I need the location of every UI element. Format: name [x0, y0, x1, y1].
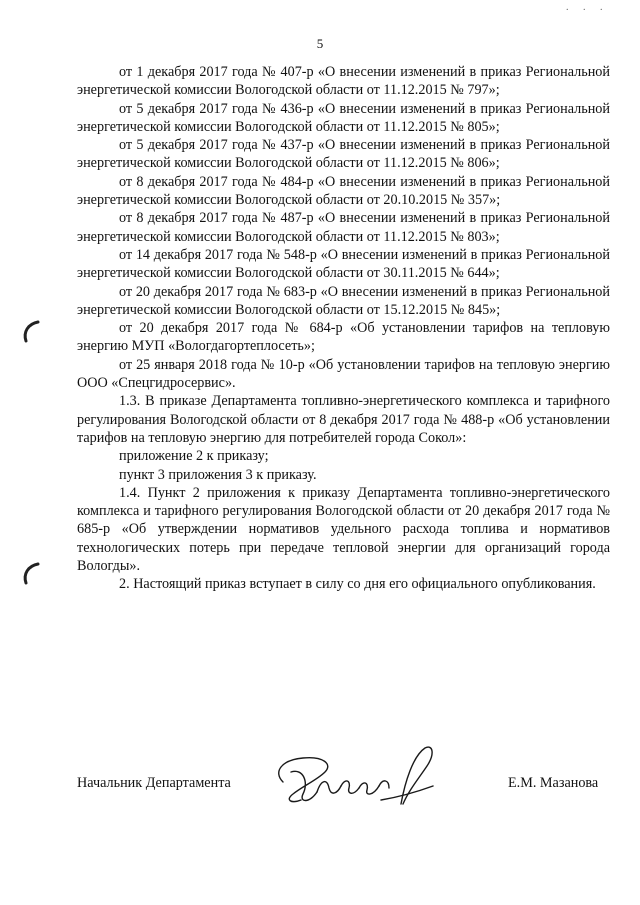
paragraph: от 20 декабря 2017 года № 683-р «О внесении изменений в приказ Региональной энергетической комиссии Вологодской области от 15.12.2015 № 845»;: [77, 283, 610, 318]
paragraph-clause-1-3: 1.3. В приказе Департамента топливно-энергетического комплекса и тарифного регулирования Вологодской области от 8 декабря 2017 года № 488-р «Об установлении тарифов на тепловую энергию для потребителей города Сокол»:: [77, 393, 610, 446]
paragraph-clause-1-4: 1.4. Пункт 2 приложения к приказу Департамента топливно-энергетического комплекса и тарифного регулирования Вологодской области от 20 декабря 2017 года № 685-р «Об утверждении нормативов удельного расхода топлива и нормативов технологических потерь при передаче тепловой энергии для организаций города Вологды».: [77, 484, 610, 575]
signatory-title: Начальник Департамента: [77, 775, 231, 791]
hole-punch-mark-bottom: [20, 560, 42, 586]
paragraph: от 25 января 2018 года № 10-р «Об установлении тарифов на тепловую энергию ООО «Спецгидросервис».: [77, 356, 610, 392]
list-item: приложение 2 к приказу;: [119, 448, 269, 465]
hole-punch-mark-top: [20, 318, 42, 344]
page-number: 5: [316, 36, 324, 51]
paragraph: от 5 декабря 2017 года № 436-р «О внесении изменений в приказ Региональной энергетической комиссии Вологодской области от 11.12.2015 № 805»;: [77, 100, 610, 135]
handwritten-signature: [263, 742, 443, 814]
corner-marks: . . .: [566, 2, 609, 13]
paragraph: от 5 декабря 2017 года № 437-р «О внесении изменений в приказ Региональной энергетической комиссии Вологодской области от 11.12.2015 № 806»;: [77, 137, 610, 172]
list-item: пункт 3 приложения 3 к приказу.: [119, 466, 317, 483]
document-body: [77, 63, 610, 594]
paragraph: от 20 декабря 2017 года № 684-р «Об установлении тарифов на тепловую энергию МУП «Вологдагортеплосеть»;: [77, 320, 610, 355]
signatory-name: Е.М. Мазанова: [508, 775, 599, 791]
paragraph: от 14 декабря 2017 года № 548-р «О внесении изменений в приказ Региональной энергетической комиссии Вологодской области от 30.11.2015 № 644»;: [77, 246, 610, 282]
paragraph: от 1 декабря 2017 года № 407-р «О внесении изменений в приказ Региональной энергетической комиссии Вологодской области от 11.12.2015 № 797»;: [77, 64, 610, 99]
paragraph: от 8 декабря 2017 года № 487-р «О внесении изменений в приказ Региональной энергетической комиссии Вологодской области от 11.12.2015 № 803»;: [77, 210, 610, 245]
paragraph: от 8 декабря 2017 года № 484-р «О внесении изменений в приказ Региональной энергетической комиссии Вологодской области от 20.10.2015 № 357»;: [77, 173, 610, 209]
paragraph-clause-2: 2. Настоящий приказ вступает в силу со дня его официального опубликования.: [119, 576, 596, 593]
